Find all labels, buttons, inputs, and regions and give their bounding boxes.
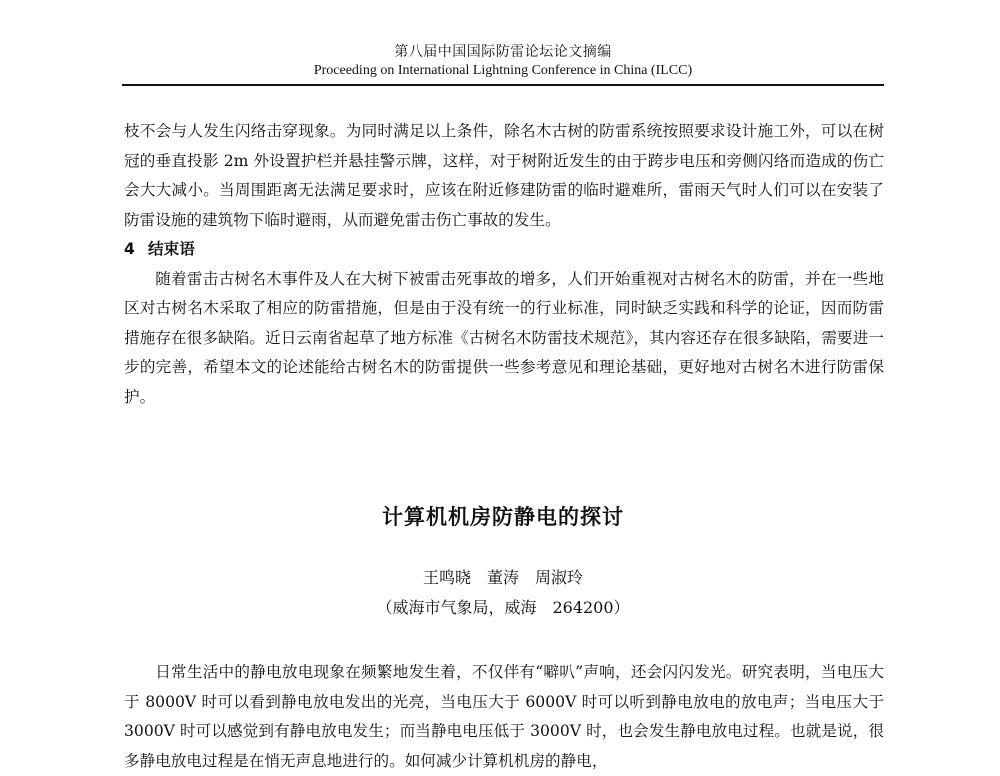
author-name: 周淑玲: [535, 568, 584, 587]
author-list: [122, 566, 884, 590]
running-header: [122, 42, 884, 80]
previous-article-body: [124, 117, 884, 412]
header-title-chinese: 第八届中国国际防雷论坛论文摘编: [394, 44, 612, 60]
section-heading: [124, 235, 884, 265]
author-name: 王鸣晓: [422, 568, 471, 587]
header-rule: [122, 84, 884, 86]
author-name: 董涛: [486, 568, 519, 587]
section-number: 4: [124, 240, 135, 258]
first-paragraph: 日常生活中的静电放电现象在频繁地发生着，不仅伴有“噼叭”声响，还会闪闪发光。研究表明，当电压大于 8000V 时可以看到静电放电发出的光亮，当电压大于 6000V 时可以听到静电放电的放电声；当电压大于 3000V 时可以感觉到有静电放电发生；而当静电电压低于 3000V 时，也会发生静电放电过程。也就是说，很多静电放电过程是在悄无声息地进行的。如何减少计算机机房的静电，: [124, 663, 884, 770]
header-title-english: Proceeding on International Lightning Conference in China (ILCC): [313, 63, 693, 78]
author-affiliation: （威海市气象局，威海 264200）: [376, 598, 630, 617]
section-title: 结束语: [148, 240, 195, 258]
continued-paragraph: 枝不会与人发生闪络击穿现象。为同时满足以上条件，除名木古树的防雷系统按照要求设计施工外，可以在树冠的垂直投影 2m 外设置护栏并悬挂警示牌，这样，对于树附近发生的由于跨步电压和旁侧闪络而造成的伤亡会大大减小。当周围距离无法满足要求时，应该在附近修建防雷的临时避难所，雷雨天气时人们可以在安装了防雷设施的建筑物下临时避雨，从而避免雷击伤亡事故的发生。: [124, 122, 884, 229]
article-title: 计算机机房防静电的探讨: [382, 505, 624, 529]
article-body: [124, 658, 884, 776]
conclusion-paragraph: 随着雷击古树名木事件及人在大树下被雷击死事故的增多，人们开始重视对古树名木的防雷，并在一些地区对古树名木采取了相应的防雷措施，但是由于没有统一的行业标准，同时缺乏实践和科学的论证，因而防雷措施存在很多缺陷。近日云南省起草了地方标准《古树名木防雷技术规范》，其内容还存在很多缺陷，需要进一步的完善，希望本文的论述能给古树名木的防雷提供一些参考意见和理论基础，更好地对古树名木进行防雷保护。: [124, 269, 884, 406]
